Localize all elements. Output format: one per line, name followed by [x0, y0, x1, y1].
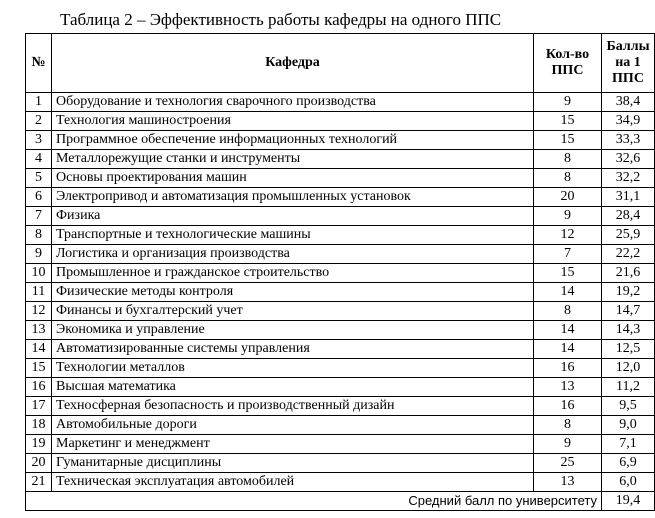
table-row [26, 150, 655, 169]
row-department: Маркетинг и менеджмент [52, 435, 534, 454]
table-caption: Таблица 2 – Эффективность работы кафедры на одного ППС [60, 10, 502, 29]
table-row [26, 283, 655, 302]
row-department: Оборудование и технология сварочного производства [52, 93, 534, 112]
row-num: 9 [26, 245, 52, 264]
row-score: 32,2 [602, 169, 655, 188]
row-count: 9 [534, 93, 602, 112]
table-row [26, 359, 655, 378]
row-num: 10 [26, 264, 52, 283]
row-score: 12,0 [602, 359, 655, 378]
row-score: 38,4 [602, 93, 655, 112]
row-score: 31,1 [602, 188, 655, 207]
row-num: 18 [26, 416, 52, 435]
table-row [26, 473, 655, 492]
row-count: 8 [534, 302, 602, 321]
row-num: 7 [26, 207, 52, 226]
row-department: Физические методы контроля [52, 283, 534, 302]
row-department: Техносферная безопасность и производственный дизайн [52, 397, 534, 416]
row-count: 16 [534, 397, 602, 416]
header-count [534, 34, 602, 93]
row-num: 11 [26, 283, 52, 302]
row-score: 22,2 [602, 245, 655, 264]
row-department: Программное обеспечение информационных технологий [52, 131, 534, 150]
header-count-line2: ППС [551, 63, 584, 78]
table-row [26, 245, 655, 264]
header-department: Кафедра [52, 34, 534, 93]
table-row [26, 454, 655, 473]
header-score-line3: ППС [612, 71, 644, 86]
row-score: 34,9 [602, 112, 655, 131]
row-department: Автомобильные дороги [52, 416, 534, 435]
row-department: Высшая математика [52, 378, 534, 397]
row-score: 9,5 [602, 397, 655, 416]
row-count: 9 [534, 207, 602, 226]
row-department: Гуманитарные дисциплины [52, 454, 534, 473]
row-score: 11,2 [602, 378, 655, 397]
table-header-row [26, 34, 655, 93]
row-num: 6 [26, 188, 52, 207]
row-num: 21 [26, 473, 52, 492]
row-count: 20 [534, 188, 602, 207]
row-score: 25,9 [602, 226, 655, 245]
row-score: 19,2 [602, 283, 655, 302]
header-score-line2: на 1 [615, 55, 641, 70]
table-row [26, 340, 655, 359]
row-count: 15 [534, 112, 602, 131]
row-num: 1 [26, 93, 52, 112]
header-score [602, 34, 655, 93]
table-row [26, 112, 655, 131]
row-num: 13 [26, 321, 52, 340]
row-count: 14 [534, 321, 602, 340]
row-score: 9,0 [602, 416, 655, 435]
row-num: 3 [26, 131, 52, 150]
efficiency-table [25, 33, 655, 511]
header-count-line1: Кол-во [545, 47, 590, 62]
row-score: 32,6 [602, 150, 655, 169]
row-num: 14 [26, 340, 52, 359]
row-score: 12,5 [602, 340, 655, 359]
row-score: 14,7 [602, 302, 655, 321]
row-department: Экономика и управление [52, 321, 534, 340]
table-row [26, 226, 655, 245]
row-num: 17 [26, 397, 52, 416]
header-score-line1: Баллы [606, 39, 650, 54]
row-department: Технологии металлов [52, 359, 534, 378]
table-row [26, 131, 655, 150]
row-count: 9 [534, 435, 602, 454]
row-count: 13 [534, 378, 602, 397]
row-department: Промышленное и гражданское строительство [52, 264, 534, 283]
row-department: Электропривод и автоматизация промышленных установок [52, 188, 534, 207]
row-department: Физика [52, 207, 534, 226]
table-row [26, 416, 655, 435]
table-row [26, 435, 655, 454]
average-value: 19,4 [602, 492, 655, 511]
row-num: 4 [26, 150, 52, 169]
row-department: Основы проектирования машин [52, 169, 534, 188]
average-row [26, 492, 655, 511]
row-num: 8 [26, 226, 52, 245]
table-row [26, 264, 655, 283]
row-score: 6,9 [602, 454, 655, 473]
table-row [26, 93, 655, 112]
row-num: 15 [26, 359, 52, 378]
average-label: Средний балл по университету [26, 492, 602, 511]
table-row [26, 321, 655, 340]
row-department: Логистика и организация производства [52, 245, 534, 264]
table-body [26, 93, 655, 492]
row-count: 12 [534, 226, 602, 245]
table-row [26, 378, 655, 397]
row-score: 7,1 [602, 435, 655, 454]
row-count: 15 [534, 131, 602, 150]
row-count: 8 [534, 169, 602, 188]
row-count: 8 [534, 416, 602, 435]
row-department: Автоматизированные системы управления [52, 340, 534, 359]
row-num: 12 [26, 302, 52, 321]
row-count: 16 [534, 359, 602, 378]
row-score: 28,4 [602, 207, 655, 226]
row-count: 14 [534, 340, 602, 359]
row-department: Транспортные и технологические машины [52, 226, 534, 245]
row-count: 8 [534, 150, 602, 169]
row-num: 19 [26, 435, 52, 454]
row-count: 13 [534, 473, 602, 492]
row-count: 7 [534, 245, 602, 264]
row-num: 16 [26, 378, 52, 397]
row-num: 2 [26, 112, 52, 131]
table-row [26, 207, 655, 226]
row-department: Металлорежущие станки и инструменты [52, 150, 534, 169]
row-department: Технология машиностроения [52, 112, 534, 131]
row-score: 6,0 [602, 473, 655, 492]
row-department: Финансы и бухгалтерский учет [52, 302, 534, 321]
table-row [26, 169, 655, 188]
row-count: 25 [534, 454, 602, 473]
table-row [26, 397, 655, 416]
header-num: № [26, 34, 52, 93]
row-score: 33,3 [602, 131, 655, 150]
row-score: 14,3 [602, 321, 655, 340]
table-row [26, 188, 655, 207]
row-count: 14 [534, 283, 602, 302]
row-num: 20 [26, 454, 52, 473]
row-score: 21,6 [602, 264, 655, 283]
row-department: Техническая эксплуатация автомобилей [52, 473, 534, 492]
row-count: 15 [534, 264, 602, 283]
table-row [26, 302, 655, 321]
row-num: 5 [26, 169, 52, 188]
